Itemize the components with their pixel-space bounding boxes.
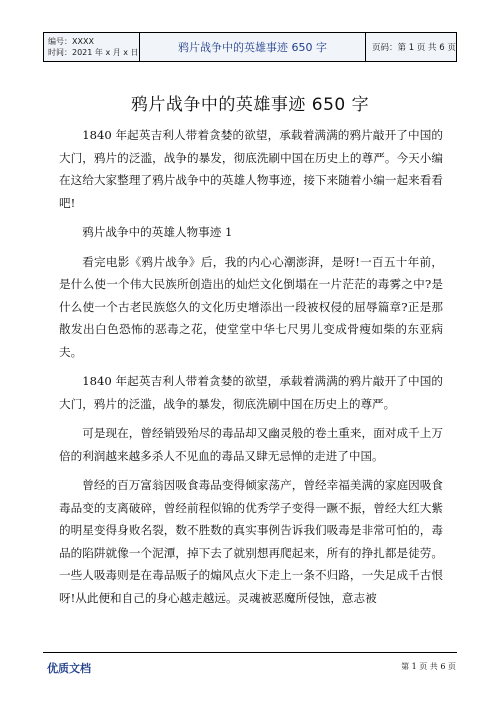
paragraph: 曾经的百万富翁因吸食毒品变得倾家荡产，曾经幸福美满的家庭因吸食毒品变的支离破碎，曾经前程似锦的优秀学子变得一蹶不振，曾经大红大紫的明星变得身败名裂，数不胜数的真实事例告诉我们吸毒是非常可怕的，毒品的陷阱就像一个泥潭，掉下去了就别想再爬起来，所有的挣扎都是徒劳。一些人吸毒则是在毒品贩子的煽风点火下走上一条不归路，一失足成千古恨呀!从此便和自己的身心越走越远。灵魂被恶魔所侵蚀，意志被 bbox=[59, 478, 443, 605]
paragraph: 1840 年起英吉利人带着贪婪的欲望，承载着满满的鸦片敲开了中国的大门，鸦片的泛滥，战争的暴发，彻底洗刷中国在历史上的尊严。 bbox=[59, 374, 443, 411]
paragraph: 1840 年起英吉利人带着贪婪的欲望，承载着满满的鸦片敲开了中国的大门，鸦片的泛滥，战争的暴发，彻底洗刷中国在历史上的尊严。今天小编在这给大家整理了鸦片战争中的英雄人物事迹，接下来随着小编一起来看看吧! bbox=[59, 128, 443, 210]
footer-divider bbox=[43, 652, 457, 653]
header-page-info bbox=[366, 33, 456, 61]
footer-page-number: 第 1 页 共 6 页 bbox=[401, 662, 456, 671]
page-title: 鸦片战争中的英雄事迹 650 字 bbox=[130, 95, 370, 115]
header-meta bbox=[44, 33, 140, 61]
header-doc-title bbox=[140, 33, 366, 61]
header-page: 页码：第 1 页 共 6 页 bbox=[372, 43, 456, 53]
document-header bbox=[43, 32, 457, 62]
section-heading: 鸦片战争中的英雄人物事迹 1 bbox=[82, 225, 233, 239]
document-body bbox=[59, 124, 443, 616]
header-title-text: 鸦片战争中的英雄事迹 650 字 bbox=[178, 41, 327, 54]
header-time: 时间：2021 年 x 月 x 日 bbox=[48, 48, 139, 57]
header-number: 编号：XXXX bbox=[48, 37, 94, 46]
footer-brand: 优质文档 bbox=[47, 662, 91, 675]
paragraph: 可是现在，曾经销毁殆尽的毒品却又幽灵般的卷土重来，面对成千上万倍的利润越来越多杀人不见血的毒品又肆无忌惮的走进了中国。 bbox=[59, 426, 443, 463]
paragraph: 看完电影《鸦片战争》后，我的内心心潮澎湃，是呀!一百五十年前，是什么使一个伟大民族所创造出的灿烂文化倒塌在一片茫茫的毒雾之中?是什么使一个古老民族悠久的文化历史增添出一段被权侵的屈辱篇章?正是那散发出白色恐怖的恶毒之花，使堂堂中华七尺男儿变成骨瘦如柴的东亚病夫。 bbox=[59, 254, 443, 359]
